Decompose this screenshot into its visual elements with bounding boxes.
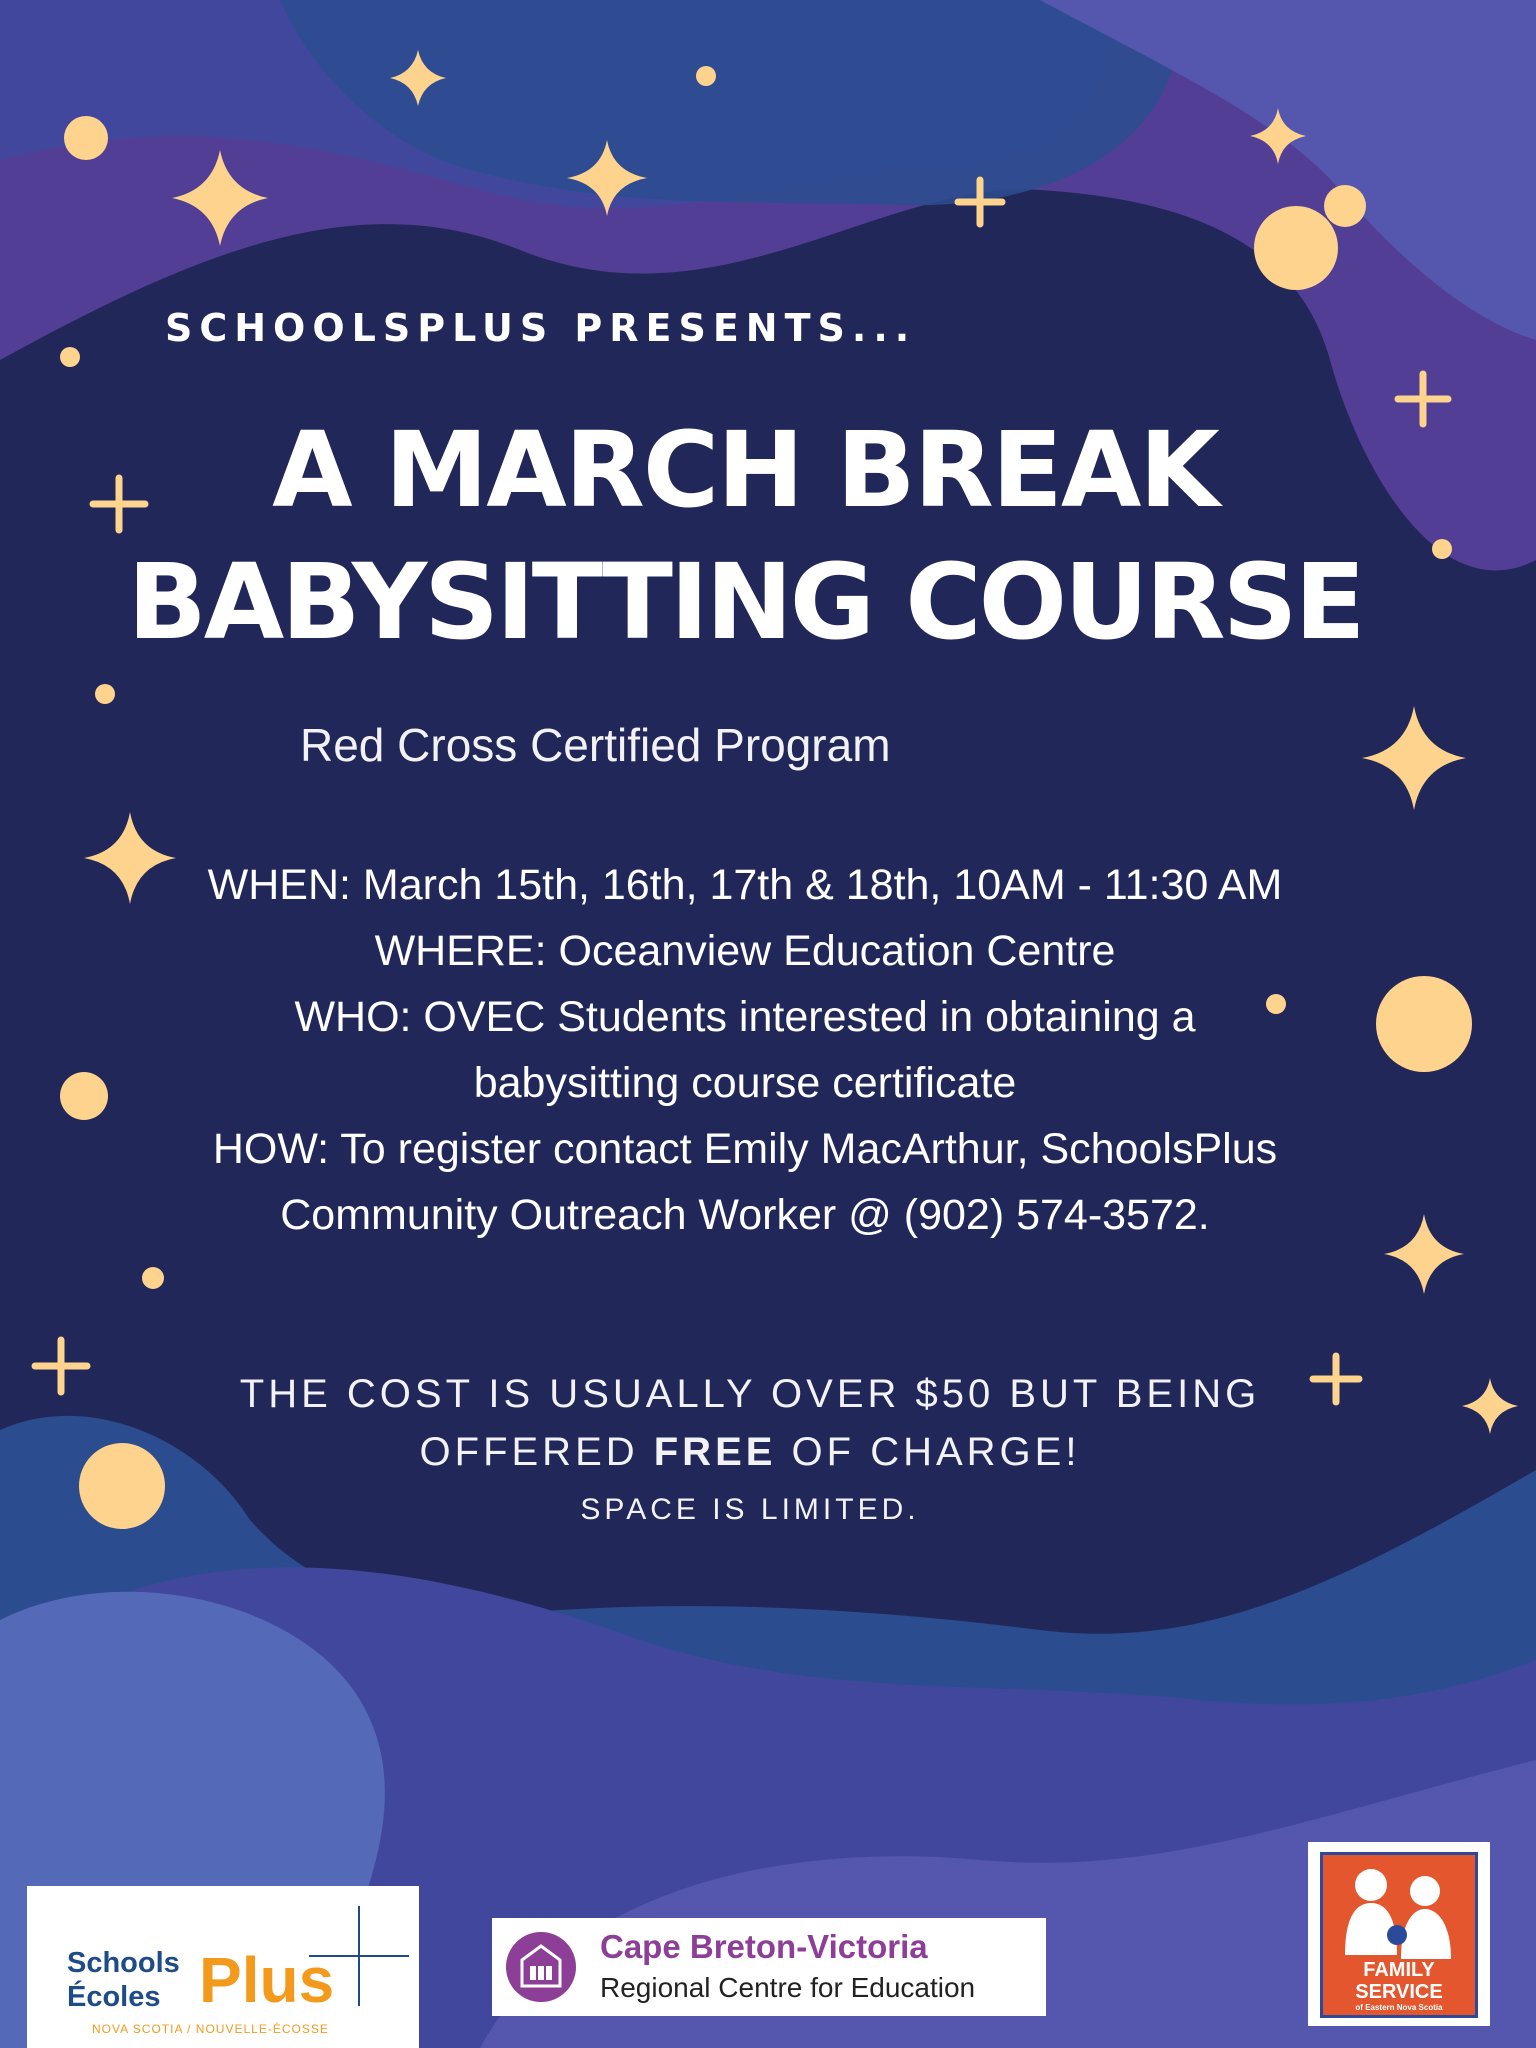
certification-subtitle: Red Cross Certified Program (300, 719, 891, 771)
star-icon (172, 150, 268, 246)
schoolsplus-ecoles-text: Écoles (67, 1981, 161, 2013)
regional-centre-name: Regional Centre for Education (600, 1972, 976, 2003)
cape-breton-victoria-name: Cape Breton-Victoria (600, 1928, 928, 1965)
family-service-frame (1320, 1852, 1478, 2018)
course-title-line-1: A MARCH BREAK (272, 409, 1218, 531)
event-details (160, 852, 1330, 1248)
presenter-heading: SCHOOLSPLUS PRESENTS... (165, 306, 917, 350)
star-icon (567, 140, 647, 216)
cost-charge-text: OF CHARGE! (776, 1430, 1081, 1474)
schoolsplus-schools-ecoles (67, 1946, 180, 2014)
plus-icon (1398, 374, 1448, 424)
course-title-line-2: BABYSITTING COURSE (127, 541, 1363, 663)
when-line: WHEN: March 15th, 16th, 17th & 18th, 10AM - 11:30 AM (207, 861, 1283, 909)
cost-line-2 (150, 1430, 1350, 1475)
where-line: WHERE: Oceanview Education Centre (374, 927, 1116, 975)
schoolsplus-plus-text: Plus (199, 1944, 335, 2016)
how-line-1: HOW: To register contact Emily MacArthur, SchoolsPlus (212, 1125, 1278, 1173)
schoolsplus-schools-text: Schools (67, 1947, 180, 1979)
school-building-icon (506, 1932, 576, 2002)
who-line-1: WHO: OVEC Students interested in obtaining a (294, 993, 1196, 1041)
who-line-2: babysitting course certificate (473, 1059, 1017, 1107)
how-line-2: Community Outreach Worker @ (902) 574-3572. (280, 1191, 1210, 1239)
family-service-line-3: of Eastern Nova Scotia (1355, 2003, 1443, 2012)
star-icon (1462, 1378, 1518, 1434)
schoolsplus-region: NOVA SCOTIA / NOUVELLE-ÉCOSSE (92, 2022, 329, 2036)
family-service-logo (1308, 1842, 1490, 2026)
free-emphasis: FREE (653, 1430, 777, 1474)
cape-breton-victoria-logo (492, 1918, 1046, 2016)
space-limited-note: SPACE IS LIMITED. (580, 1493, 920, 1526)
cost-line-1: THE COST IS USUALLY OVER $50 BUT BEING (239, 1372, 1261, 1416)
sparkle-icon (309, 1906, 409, 2006)
family-service-line-1: FAMILY (1363, 1959, 1435, 1981)
star-icon (1384, 1214, 1464, 1294)
family-service-line-2: SERVICE (1355, 1981, 1443, 2003)
star-icon (1362, 706, 1466, 810)
star-icon (390, 50, 446, 106)
schoolsplus-logo (27, 1886, 419, 2048)
plus-icon (35, 1340, 87, 1392)
star-icon (1250, 108, 1306, 164)
cost-offered-text: OFFERED (419, 1430, 654, 1474)
